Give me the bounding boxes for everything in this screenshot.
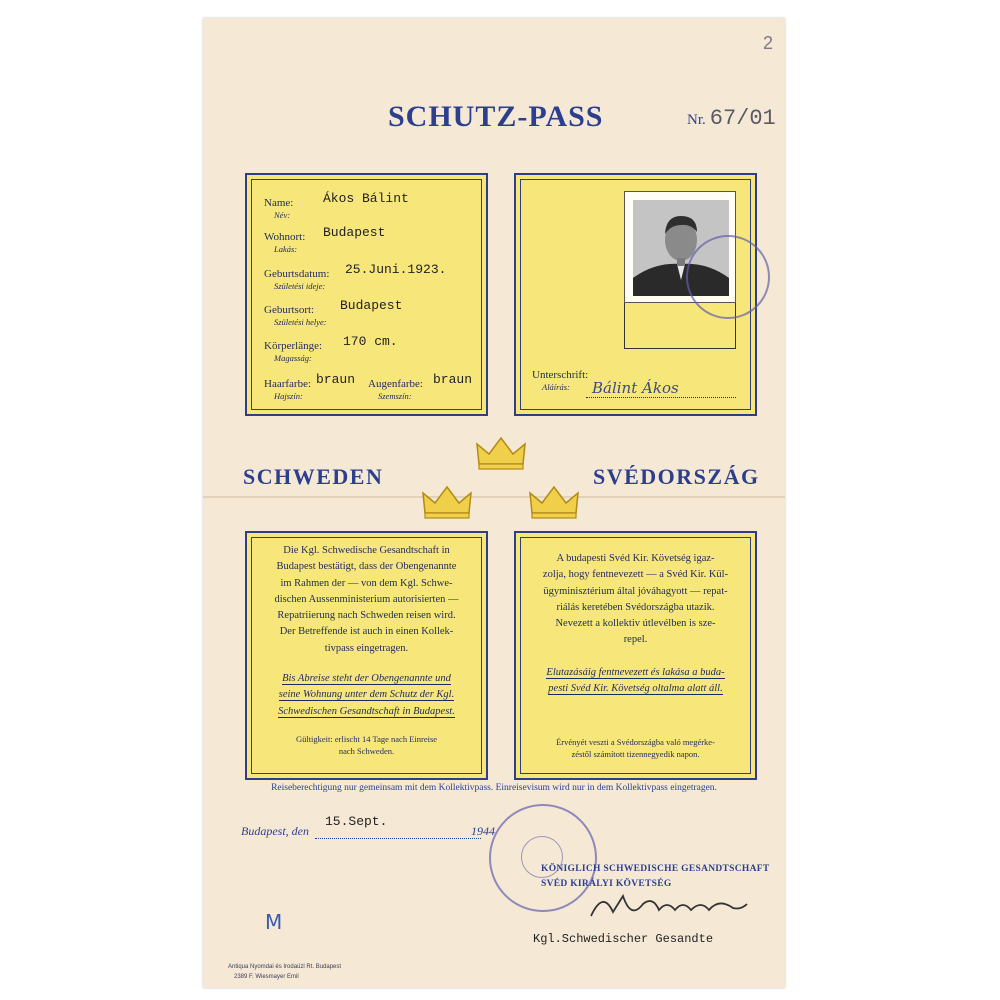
nr-label: Nr.	[687, 112, 706, 128]
nr-value: 67/01	[709, 106, 776, 131]
geburtsdatum-sublabel: Születési ideje:	[274, 281, 326, 291]
german-body-text: Die Kgl. Schwedische Gesandtschaft in Budapest bestätigt, dass der Obengenannte im Rahmen der — von dem Kgl. Schwe- dischen Aussenministerium autorisierten — Repatriierung nach Schweden reisen wird. Der Betreffende ist auch in einen Kollek- tivpass eingetragen.	[274, 545, 459, 654]
date-label: Budapest, den	[241, 824, 309, 838]
schutz-pass-document	[203, 18, 785, 988]
photo-stamp	[686, 235, 770, 319]
wohnort-value: Budapest	[323, 225, 386, 240]
crown-icon	[475, 436, 527, 470]
augenfarbe-sublabel: Szemszín:	[378, 391, 412, 401]
hungarian-body-text: A budapesti Svéd Kir. Követség igaz- zolja, hogy fentnevezett — a Svéd Kir. Kül- ügyminisztérium által jóváhagyott — repat- riálás keretében Svédországba utazik. Nevezett a kollektiv útlevélben is sze- repel.	[542, 553, 729, 646]
koerperlaenge-sublabel: Magasság:	[274, 353, 312, 363]
photo-signature-panel	[514, 173, 757, 416]
travel-note: Reiseberechtigung nur gemeinsam mit dem Kollektivpass. Einreisevisum wird nur in dem Kollektivpass eingetragen.	[271, 783, 717, 793]
printer-imprint: Antiqua Nyomdai és Irodaüzl Rt. Budapest 2389 F. Wiesmayer Emil	[228, 964, 342, 980]
name-sublabel: Név:	[274, 210, 291, 220]
wohnort-label: Wohnort:	[264, 231, 306, 243]
geburtsdatum-label: Geburtsdatum:	[264, 268, 330, 280]
geburtsort-sublabel: Születési helye:	[274, 317, 327, 327]
signature-label: Unterschrift:	[532, 369, 589, 381]
handwritten-mark: M	[265, 910, 283, 934]
haarfarbe-value: braun	[316, 372, 356, 387]
date-year: 1944	[471, 824, 495, 838]
german-validity-text: Gültigkeit: erlischt 14 Tage nach Einreise nach Schweden.	[295, 734, 438, 756]
pass-number	[687, 106, 776, 131]
hungarian-protection-text: Elutazásáig fentnevezett és lakása a buda- pesti Svéd Kir. Követség oltalma alatt áll.	[546, 667, 725, 695]
signer-title: Kgl.Schwedischer Gesandte	[533, 932, 714, 946]
haarfarbe-sublabel: Hajszín:	[274, 391, 303, 401]
holder-signature: Bálint Ákos	[592, 379, 679, 397]
country-name-hungarian: SVÉDORSZÁG	[593, 464, 760, 489]
hungarian-text-panel	[514, 531, 757, 780]
koerperlaenge-value: 170 cm.	[343, 334, 398, 349]
signature-sublabel: Aláírás:	[542, 382, 570, 392]
crown-icon	[528, 485, 580, 519]
haarfarbe-label: Haarfarbe:	[264, 378, 312, 390]
wohnort-sublabel: Lakás:	[274, 244, 298, 254]
document-title: SCHUTZ-PASS	[388, 100, 604, 133]
date-value: 15.Sept.	[325, 814, 388, 829]
geburtsort-value: Budapest	[340, 298, 403, 313]
legation-name-hungarian: SVÉD KIRÁLYI KÖVETSÉG	[541, 879, 672, 889]
country-name-german: SCHWEDEN	[243, 464, 384, 489]
corner-number: 2	[763, 33, 774, 53]
crown-icon	[421, 485, 473, 519]
legation-name-german: KÖNIGLICH SCHWEDISCHE GESANDTSCHAFT	[541, 864, 770, 874]
geburtsort-label: Geburtsort:	[264, 304, 315, 316]
german-protection-text: Bis Abreise steht der Obengenannte und seine Wohnung unter dem Schutz der Kgl. Schwedischen Gesandtschaft in Budapest.	[278, 673, 455, 717]
geburtsdatum-value: 25.Juni.1923.	[345, 262, 447, 277]
name-value: Ákos Bálint	[323, 191, 409, 206]
augenfarbe-value: braun	[433, 372, 473, 387]
personal-data-panel	[245, 173, 488, 416]
envoy-signature	[583, 886, 753, 926]
legation-stamp	[489, 804, 597, 912]
fold-line	[203, 496, 785, 498]
name-label: Name:	[264, 197, 294, 209]
hungarian-validity-text: Érvényét veszti a Svédországba való megérke- zéstől számított tizennegyedik napon.	[556, 737, 715, 759]
augenfarbe-label: Augenfarbe:	[368, 378, 423, 390]
german-text-panel	[245, 531, 488, 780]
koerperlaenge-label: Körperlänge:	[264, 340, 323, 352]
